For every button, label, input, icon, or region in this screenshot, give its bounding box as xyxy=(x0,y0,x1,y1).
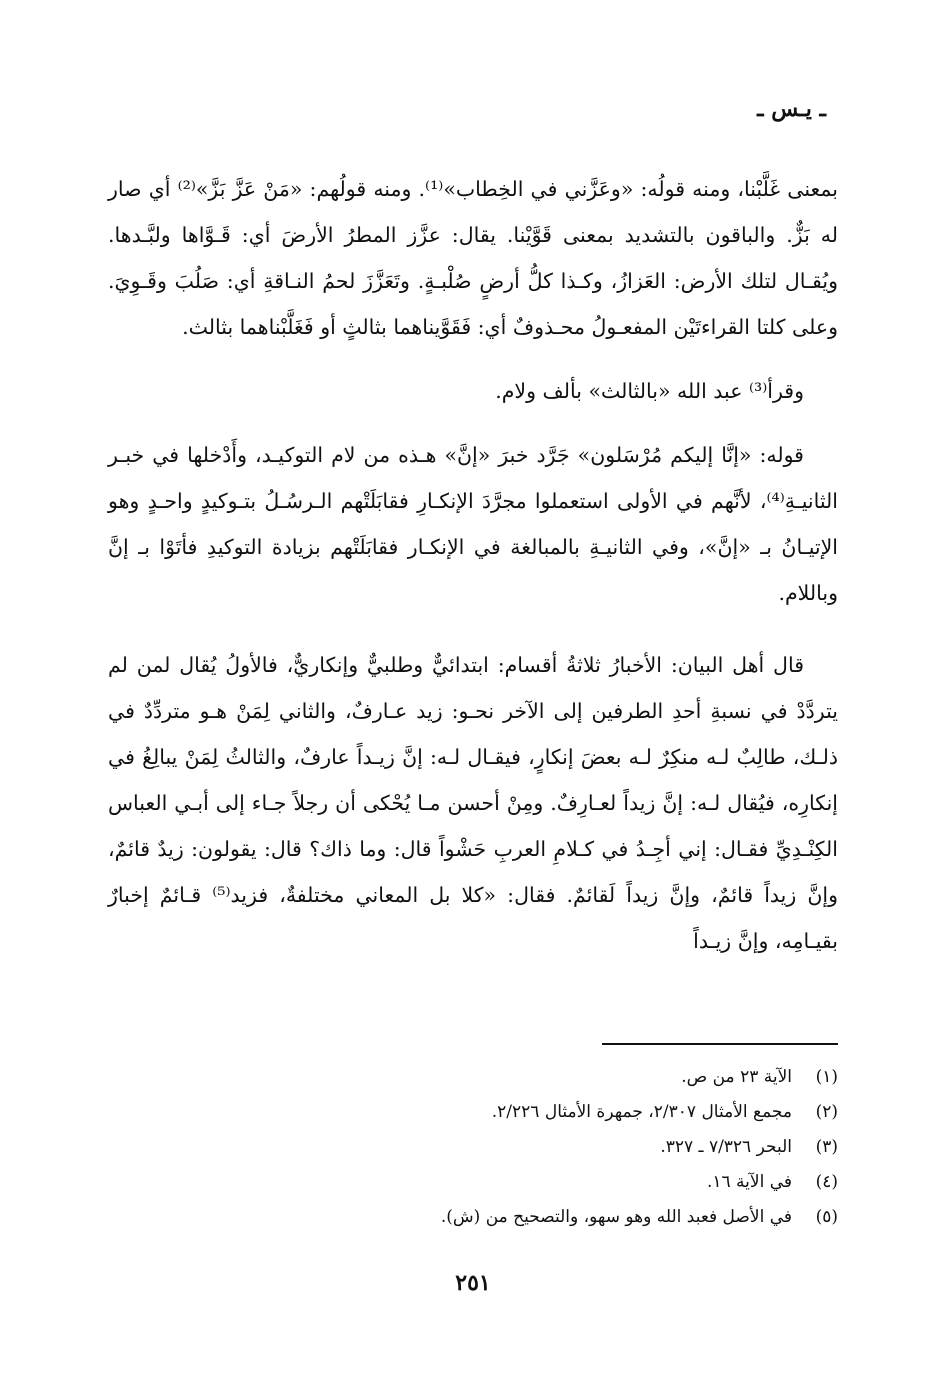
paragraph-1: بمعنى غَلَّبْنا، ومنه قولُه: «وعَزَّني في الخِطاب»⁽¹⁾. ومنه قولُهم: «مَنْ عَزَّ بَزَّ»⁽²⁾ أي صار له بَزٌّ. والباقون بالتشديد بمعنى قَوَّيْنا. يقال: عزَّز المطرُ الأرضَ أي: قَـوَّاها ولبَّـدها. ويُقـال لتلك الأرض: العَزازُ، وكـذا كلُّ أرضٍ صُلْبـةٍ. وتَعَزَّزَ لحمُ النـاقةِ أي: صَلُبَ وقَـوِيَ. وعلى كلتا القراءتَيْن المفعـولُ محـذوفٌ أي: فَقَوَّيناهما بثالثٍ أو فَغَلَّبْناهما بثالث. xyxy=(108,177,838,339)
paragraph-3: قوله: «إنَّا إليكم مُرْسَلون» جَرَّد خبرَ «إنَّ» هـذه من لام التوكيـد، وأَدْخلها في خبـر الثانيـةِ⁽⁴⁾، لأنَّهم في الأولى استعملوا مجرَّدَ الإنكـارِ فقابَلَتْهم الـرسُـلُ بتـوكيدٍ واحـدٍ وهو الإتيـانُ بـ «إنَّ»، وفي الثانيـةِ بالمبالغة في الإنكـار فقابَلَتْهم بزيادة التوكيدِ فأتَوْا بـ إنَّ وباللام. xyxy=(108,443,838,605)
footnote-text: البحر ٧/٣٢٦ ـ ٣٢٧. xyxy=(660,1137,792,1157)
page-number: ٢٥١ xyxy=(455,1270,491,1296)
footnote-separator xyxy=(602,1043,838,1045)
footnote-text: الآية ٢٣ من ص. xyxy=(681,1067,792,1087)
footnote-number: (١) xyxy=(815,1067,838,1087)
footnote-item xyxy=(108,1200,838,1235)
footnote-item xyxy=(108,1060,838,1095)
body-text xyxy=(108,166,838,982)
paragraph-2: وقرأ⁽³⁾ عبد الله «بالثالث» بألف ولام. xyxy=(495,379,804,403)
footnote-number: (٣) xyxy=(815,1137,838,1157)
footnote-number: (٥) xyxy=(815,1207,838,1227)
footnote-item xyxy=(108,1165,838,1200)
paragraph-4: قال أهل البيان: الأخبارُ ثلاثةُ أقسام: ابتدائيٌّ وطلبيٌّ وإنكاريٌّ، فالأولُ يُقال لمن لم يتردَّدْ في نسبةِ أحدِ الطرفين إلى الآخر نحـو: زيد عـارفٌ، والثاني لِمَنْ هـو متردِّدٌ في ذلـك، طالِبٌ لـه منكِرٌ لـه بعضَ إنكارٍ، فيقـال لـه: إنَّ زيـداً عارفٌ، والثالثُ لِمَنْ يبالِغُ في إنكارِه، فيُقال لـه: إنَّ زيداً لعـارِفٌ. ومِنْ أحسن مـا يُحْكى أن رجلاً جـاء إلى أبـي العباس الكِنْـدِيِّ فقـال: إني أجِـدُ في كـلامِ العربِ حَشْواً قال: وما ذاك؟ قال: يقولون: زيدٌ قائمٌ، وإنَّ زيداً قائمٌ، وإنَّ زيداً لَقائمٌ. فقال: «كلا بل المعاني مختلفةٌ، فزيد⁽⁵⁾ قـائمٌ إخبارٌ بقيـامِه، وإنَّ زيـداً xyxy=(108,653,838,953)
footnote-text: في الآية ١٦. xyxy=(706,1172,792,1192)
footnotes xyxy=(108,1060,838,1235)
footnote-item xyxy=(108,1130,838,1165)
footnote-number: (٤) xyxy=(815,1172,838,1192)
footnote-text: مجمع الأمثال ٢/٣٠٧، جمهرة الأمثال ٢/٢٢٦. xyxy=(491,1102,792,1122)
footnote-text: في الأصل فعبد الله وهو سهو، والتصحيح من (ش). xyxy=(440,1207,792,1227)
footnote-number: (٢) xyxy=(815,1102,838,1122)
running-head: ـ يـس ـ xyxy=(757,96,826,122)
footnote-item xyxy=(108,1095,838,1130)
